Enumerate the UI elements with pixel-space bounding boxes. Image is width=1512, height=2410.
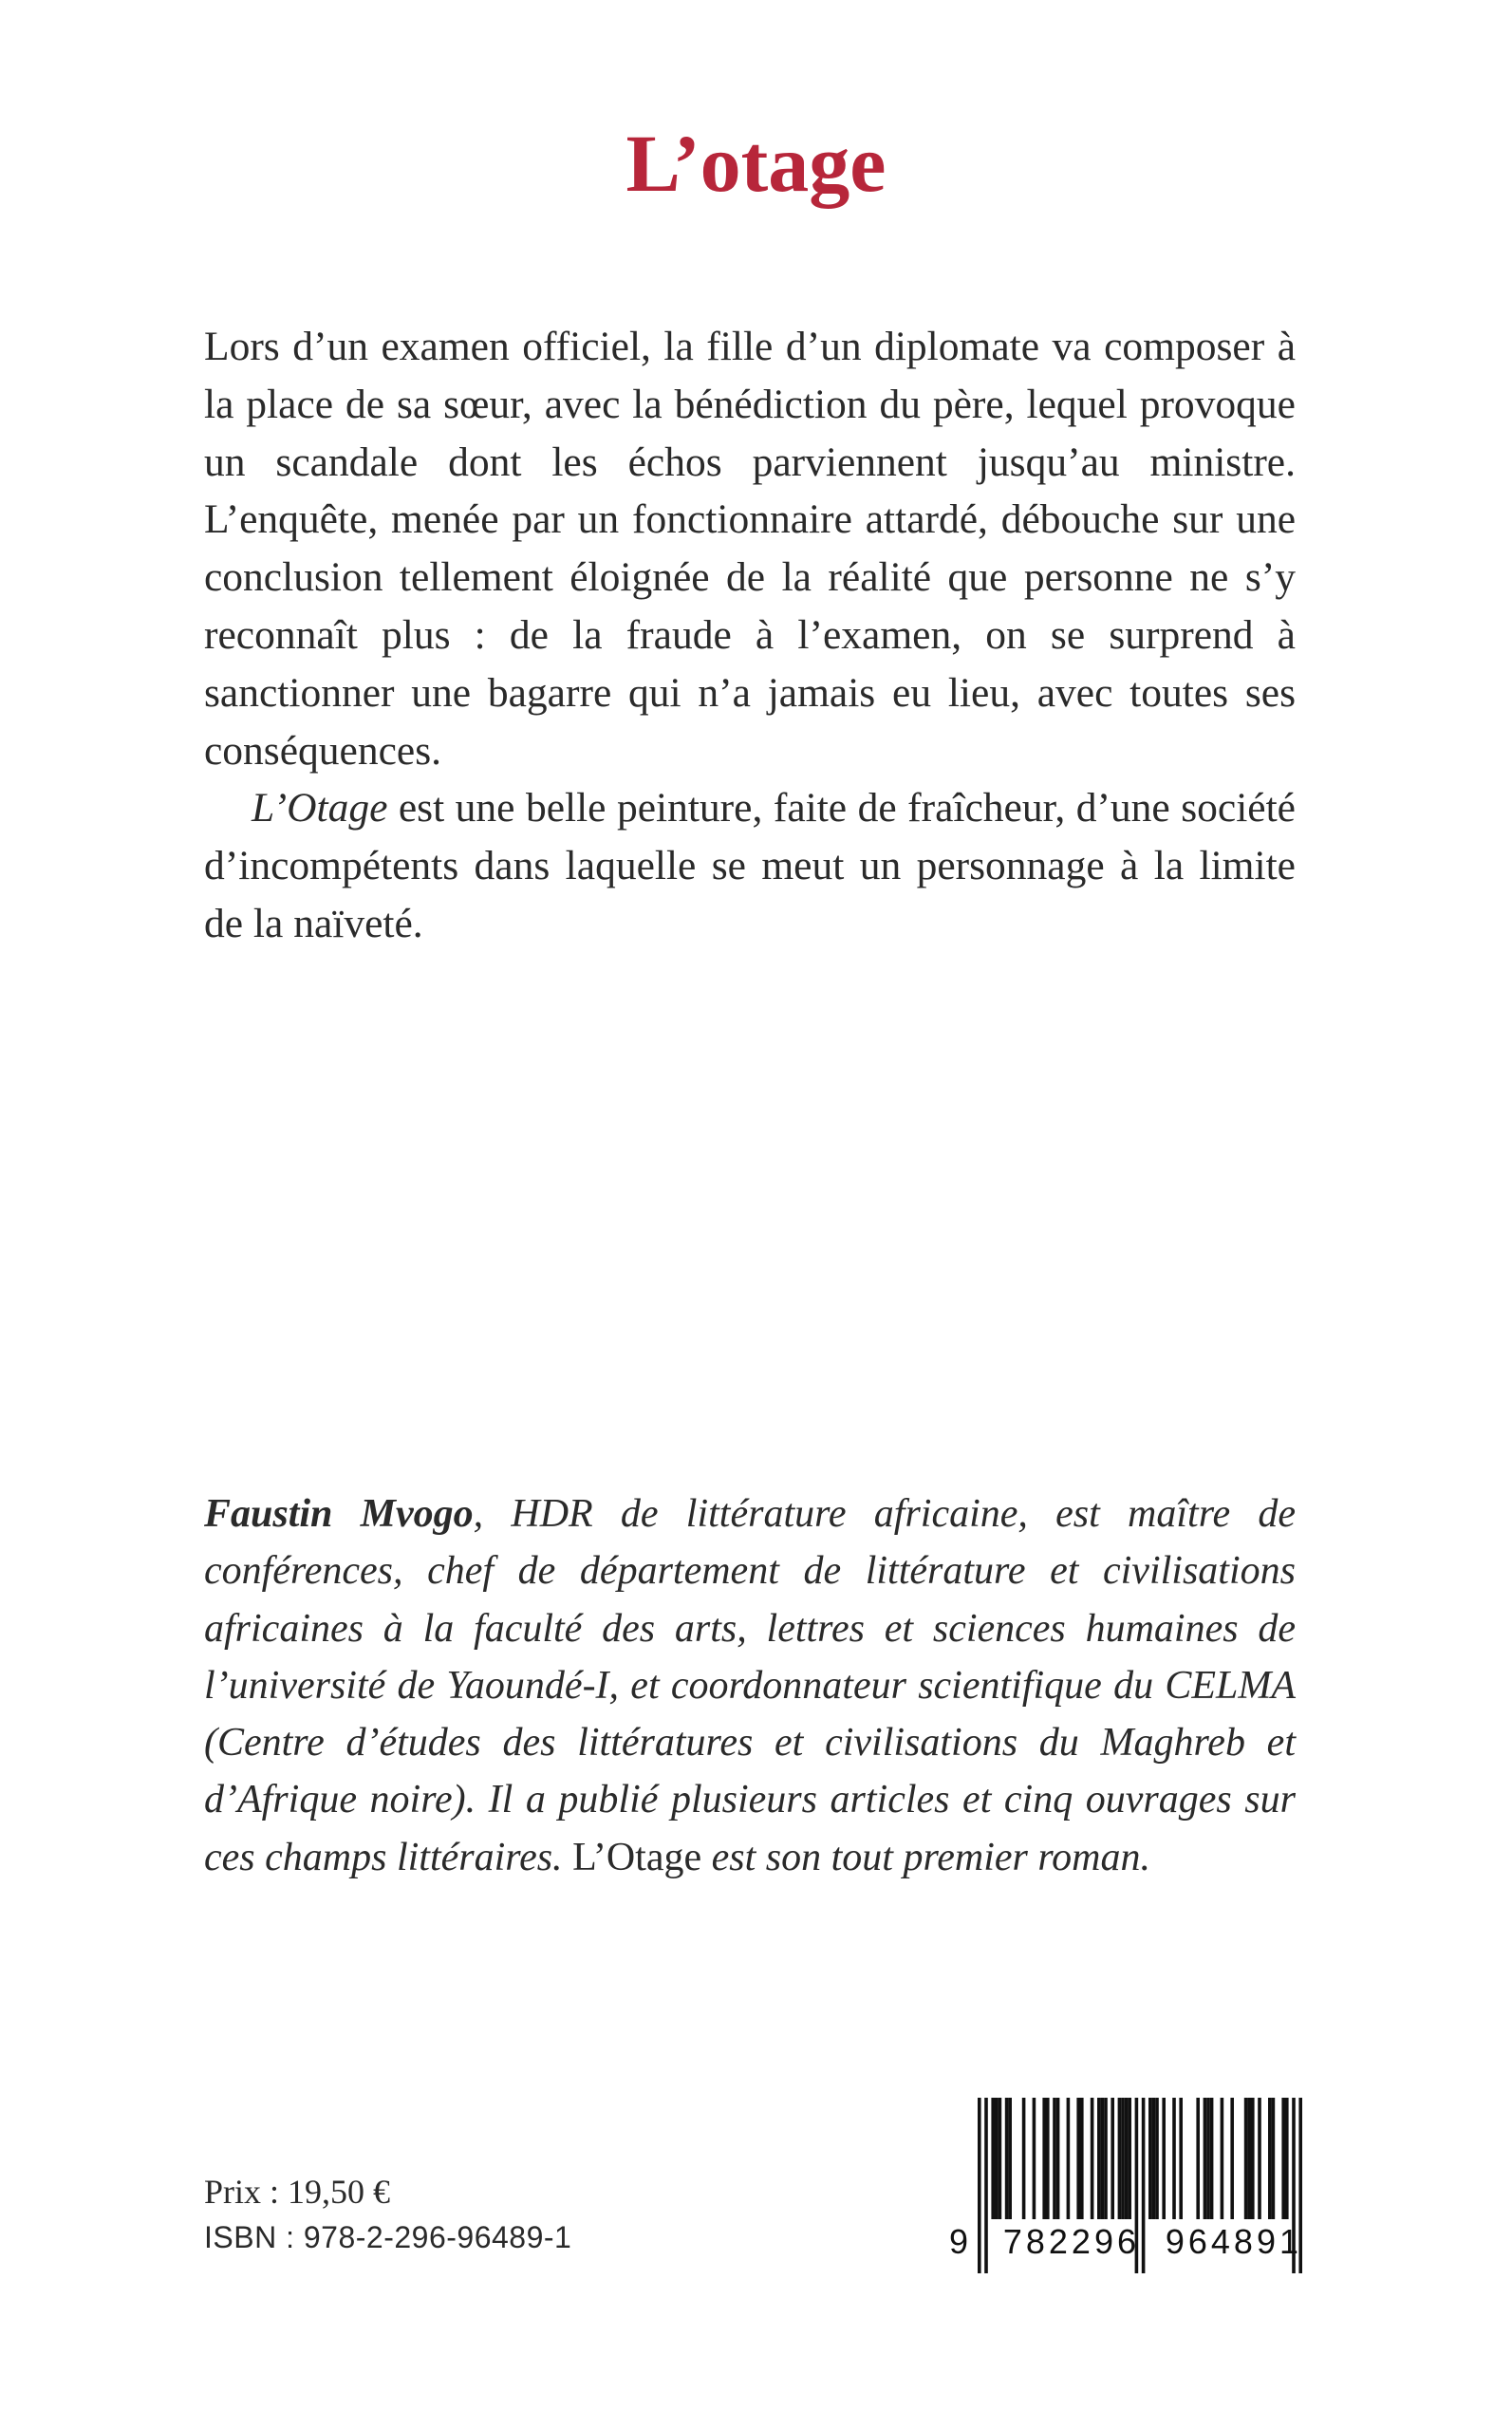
author-bio [204, 1485, 1296, 1886]
barcode-first-digit: 9 [949, 2222, 969, 2261]
barcode-bar [1005, 2098, 1009, 2219]
price: Prix : 19,50 € [204, 2173, 391, 2211]
barcode-bar [1196, 2098, 1200, 2219]
barcode-bar [1247, 2098, 1251, 2219]
barcode-bar [1022, 2098, 1026, 2219]
barcode-bar [1053, 2098, 1056, 2219]
barcode-bar [1125, 2098, 1129, 2219]
barcode-bar [1008, 2098, 1012, 2219]
author-bio-text: , HDR de littérature africaine, est maître de conférences, chef de département de littérature et civilisations africaines à la faculté des arts, lettres et sciences humaines de l’université de Yaoundé-I, et coordonnateur scientifique du CELMA (Centre d’études des littératures et civilisations du Maghreb et d’Afrique noire). Il a publié plusieurs articles et cinq ouvrages sur ces champs littéraires. [204, 1492, 1296, 1879]
barcode-bar [1067, 2098, 1071, 2219]
barcode-bar [1204, 2098, 1207, 2219]
barcode-bar [1268, 2098, 1272, 2219]
barcode-bar [1042, 2098, 1046, 2219]
author-bio-closing: est son tout premier roman. [701, 1835, 1151, 1879]
barcode-bar [1118, 2098, 1122, 2219]
barcode-bar [1104, 2098, 1108, 2219]
barcode-bar [1244, 2098, 1248, 2219]
barcode-bar [1210, 2098, 1214, 2219]
barcode-bar [999, 2098, 1002, 2219]
isbn: ISBN : 978-2-296-96489-1 [204, 2220, 572, 2254]
book-title: L’otage [625, 118, 887, 209]
barcode-bar [995, 2098, 999, 2219]
author-name: Faustin Mvogo [204, 1492, 474, 1536]
barcode-bar [1172, 2098, 1176, 2219]
barcode-bar [1101, 2098, 1105, 2219]
barcode-bar [1056, 2098, 1060, 2219]
barcode-bar [1080, 2098, 1084, 2219]
barcode-bar [1206, 2098, 1210, 2219]
barcode-bar [1152, 2098, 1156, 2219]
author-bio-paragraph [204, 1485, 1296, 1886]
barcode-bar [991, 2098, 995, 2219]
barcode-bar [1155, 2098, 1159, 2219]
barcode-bar [1230, 2098, 1234, 2219]
barcode-bar [1251, 2098, 1255, 2219]
synopsis [204, 318, 1296, 953]
barcode-bar [1258, 2098, 1261, 2219]
barcode-bar [1046, 2098, 1050, 2219]
barcode-bar [1121, 2098, 1125, 2219]
barcode-bar [1162, 2098, 1166, 2219]
barcode-bar [1128, 2098, 1131, 2219]
barcode-bar [1272, 2098, 1276, 2219]
barcode-bar [1221, 2098, 1224, 2219]
barcode-bar [1285, 2098, 1289, 2219]
synopsis-paragraph-1: Lors d’un examen officiel, la fille d’un diplomate va composer à la place de sa sœur, avec la bénédiction du père, lequel provoque un scandale dont les échos parviennent jusqu’au ministre. L’enquête, menée par un fonctionnaire attardé, débouche sur une conclusion tellement éloignée de la réalité que personne ne s’y reconnaît plus : de la fraude à l’examen, on se surprend à sanctionner une bagarre qui n’a jamais eu lieu, avec toutes ses conséquences. [204, 324, 1296, 774]
synopsis-paragraph-2 [204, 779, 1296, 952]
barcode-digits [949, 2221, 1302, 2263]
barcode-group-1: 782296 [1002, 2222, 1140, 2261]
barcode-bar [1033, 2098, 1036, 2219]
barcode-group-2: 964891 [1165, 2222, 1302, 2261]
barcode-bar [1091, 2098, 1094, 2219]
barcode-bar [1097, 2098, 1101, 2219]
barcode-bar [1111, 2098, 1114, 2219]
barcode-bar [1148, 2098, 1152, 2219]
synopsis-paragraph-2-text: est une belle peinture, faite de fraîcheur, d’une société d’incompétents dans laquelle se meut un personnage à la limite de la naïveté. [204, 785, 1296, 946]
barcode-bar [1281, 2098, 1285, 2219]
author-bio-book-title: L’Otage [572, 1835, 702, 1879]
synopsis-book-title: L’Otage [252, 785, 388, 831]
barcode-bar [1076, 2098, 1080, 2219]
barcode-bar [1179, 2098, 1183, 2219]
